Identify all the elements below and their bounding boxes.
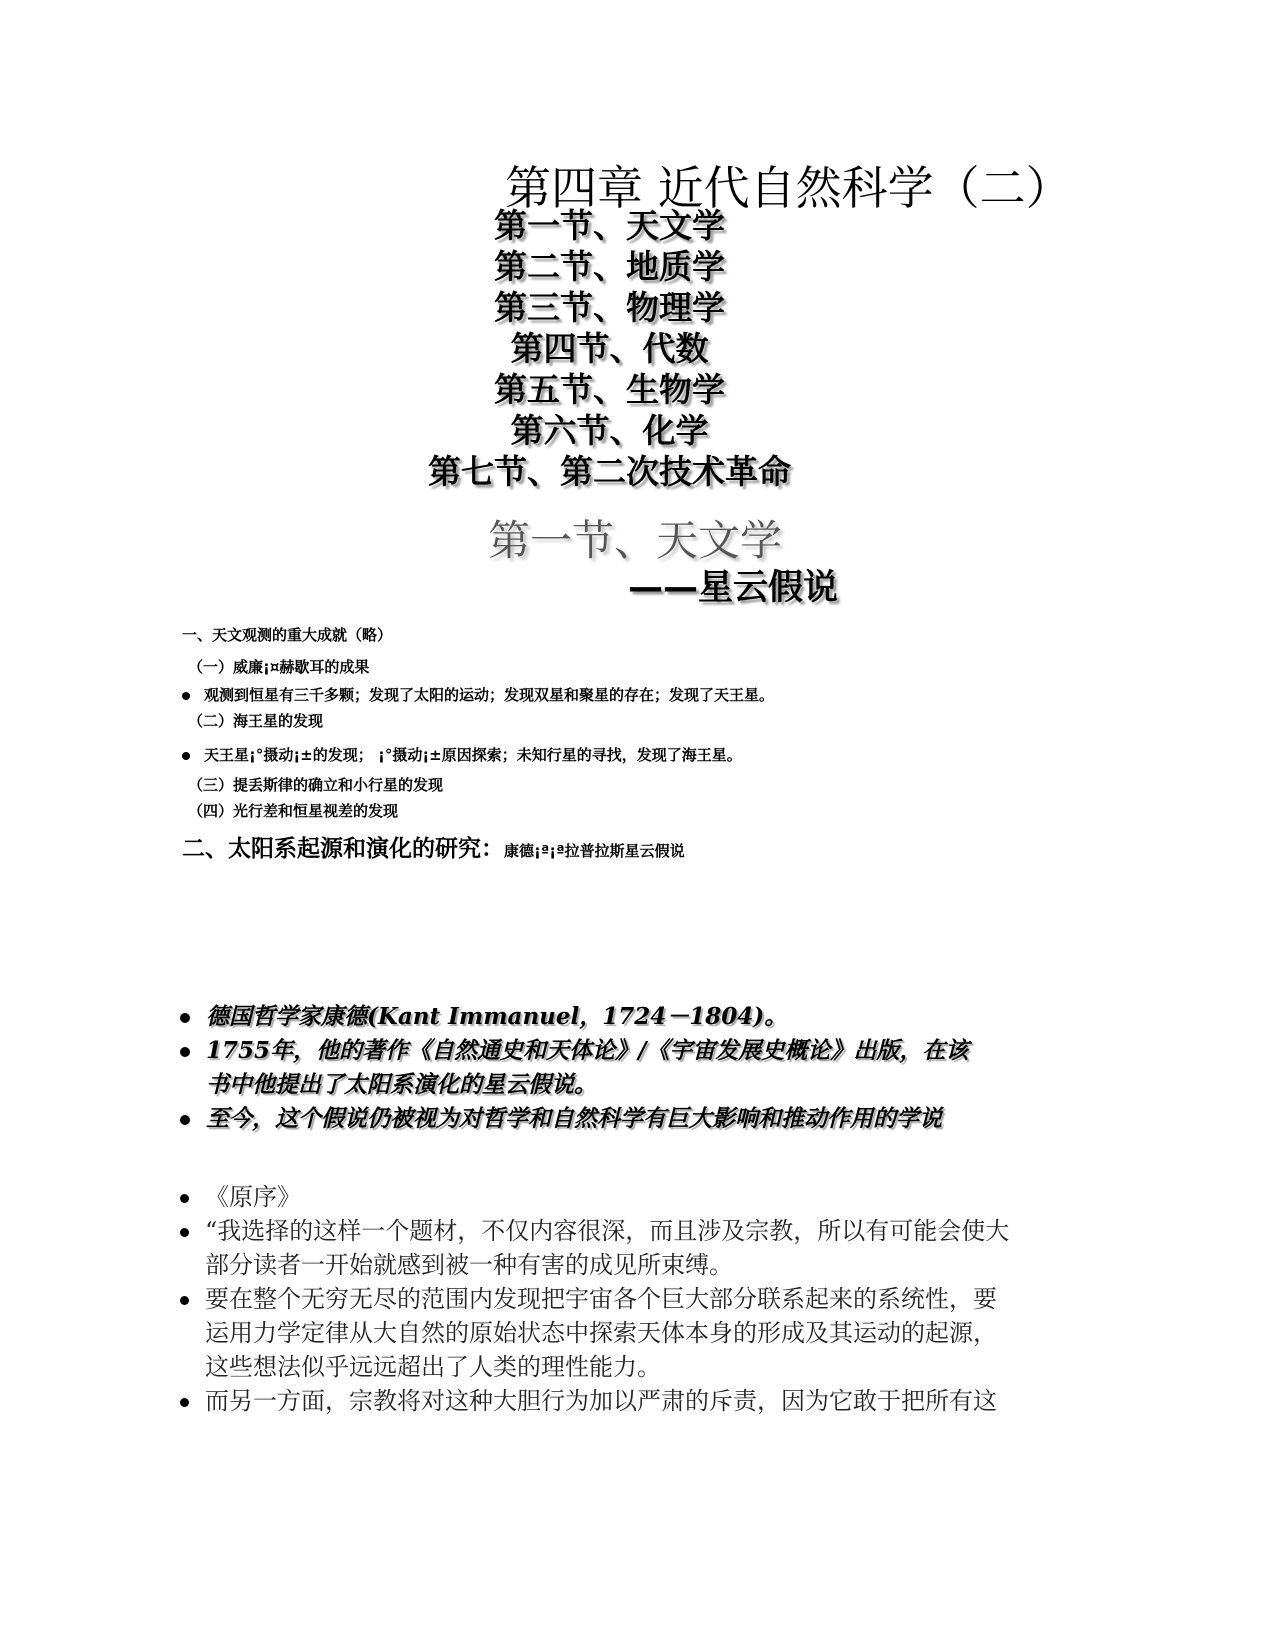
preface-item-3-line2: 运用力学定律从大自然的原始状态中探索天体本身的形成及其运动的起源， [205, 1319, 997, 1347]
preface-item-2-line2: 部分读者一开始就感到被一种有害的成见所束缚。 [205, 1251, 733, 1279]
toc-item-7: 第七节、第二次技术革命 [428, 452, 791, 491]
preface-item-2-line1: “我选择的这样一个题材，不仅内容很深，而且涉及宗教，所以有可能会使大 [205, 1217, 1010, 1245]
toc-item-4: 第四节、代数 [510, 329, 709, 368]
toc-item-6: 第六节、化学 [510, 411, 709, 450]
bullet-icon [180, 1047, 190, 1057]
bullet-icon [180, 1013, 190, 1023]
outline-heading-2-text: 二、太阳系起源和演化的研究： [182, 836, 504, 862]
bullet-icon [182, 752, 190, 760]
preface-item-3 [180, 1280, 997, 1318]
bullet-icon [182, 692, 190, 700]
outline-sub-4: （四）光行差和恒星视差的发现 [188, 802, 399, 820]
preface-item-4 [180, 1382, 997, 1420]
outline-sub-3: （三）提丢斯律的确立和小行星的发现 [188, 776, 444, 794]
preface-item-2 [180, 1212, 1009, 1250]
kant-point-2-line1: 1755年，他的著作《自然通史和天体论》/《宇宙发展史概论》出版，在该 [206, 1037, 969, 1064]
toc-item-2: 第二节、地质学 [494, 247, 725, 286]
outline-heading-1: 一、天文观测的重大成就（略） [182, 626, 393, 644]
preface-item-1 [180, 1178, 301, 1216]
preface-item-4-text: 而另一方面，宗教将对这种大胆行为加以严肃的斥责，因为它敢于把所有这 [205, 1387, 997, 1415]
bullet-icon [180, 1194, 189, 1203]
chapter-title: 第四章 近代自然科学（二） [505, 161, 1072, 215]
section-subtitle: ——星云假说 [628, 568, 839, 608]
kant-point-2-line2: 书中他提出了太阳系演化的星云假说。 [206, 1071, 597, 1098]
outline-heading-2-tail: 康德¡ª¡ª拉普拉斯星云假说 [504, 842, 685, 860]
outline-bullet-2 [182, 744, 742, 765]
bullet-icon [180, 1296, 189, 1305]
outline-heading-2 [182, 830, 685, 863]
preface-item-1-text: 《原序》 [205, 1183, 301, 1211]
kant-point-1-text: 德国哲学家康德(Kant Immanuel，1724－1804)。 [206, 1003, 788, 1030]
section-title: 第一节、天文学 [488, 516, 783, 565]
bullet-icon [180, 1228, 189, 1237]
outline-sub-1: （一）威廉¡¤赫歇耳的成果 [188, 658, 370, 676]
kant-point-3-text: 至今，这个假说仍被视为对哲学和自然科学有巨大影响和推动作用的学说 [206, 1105, 942, 1132]
kant-point-3 [180, 1100, 942, 1133]
kant-point-1 [180, 998, 787, 1031]
outline-bullet-2-text: 天王星¡°摄动¡±的发现； ¡°摄动¡±原因探索；未知行星的寻找，发现了海王星。 [204, 746, 742, 764]
bullet-icon [180, 1398, 189, 1407]
outline-bullet-1 [182, 684, 774, 705]
outline-bullet-1-text: 观测到恒星有三千多颗；发现了太阳的运动；发现双星和聚星的存在；发现了天王星。 [204, 686, 775, 704]
preface-item-3-line3: 这些想法似乎远远超出了人类的理性能力。 [205, 1353, 661, 1381]
preface-item-3-line1: 要在整个无穷无尽的范围内发现把宇宙各个巨大部分联系起来的系统性，要 [205, 1285, 997, 1313]
bullet-icon [180, 1115, 190, 1125]
toc-item-1: 第一节、天文学 [494, 206, 725, 245]
toc-item-5: 第五节、生物学 [494, 370, 725, 409]
outline-sub-2: （二）海王星的发现 [188, 712, 324, 730]
toc-item-3: 第三节、物理学 [494, 288, 725, 327]
kant-point-2 [180, 1032, 968, 1065]
